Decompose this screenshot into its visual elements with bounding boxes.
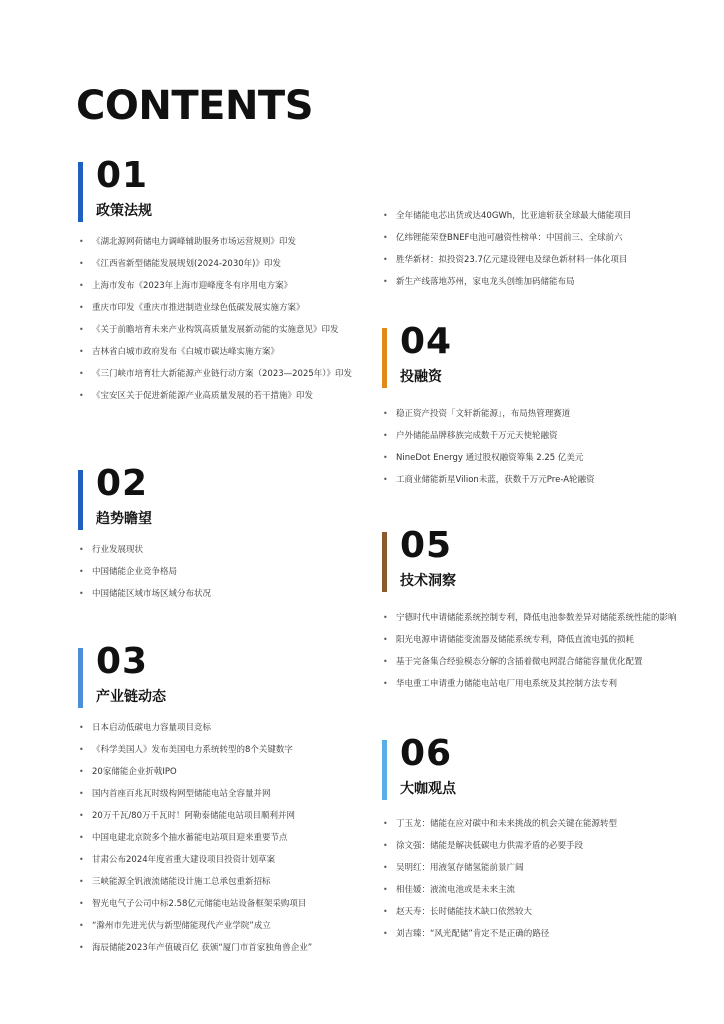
list-item[interactable]: • 三峡能源全钒液流储能设计施工总承包重新招标 [79,877,271,887]
list-item[interactable]: • 全年储能电芯出货或达40GWh，比亚迪斩获全球最大储能项目 [383,211,632,221]
section-number: 03 [96,641,149,682]
section-03-continued [382,210,687,298]
section-header [78,155,368,226]
section-title: 政策法规 [96,203,152,219]
list-item[interactable]: • 国内首座百兆瓦时级构网型储能电站全容量并网 [79,789,271,799]
list-item[interactable]: • 刘吉臻：“风光配储”肯定不是正确的路径 [383,929,550,939]
list-item[interactable]: • 稳正资产投资「文轩新能源」，布局热管理赛道 [383,409,571,419]
list-item[interactable]: • 海辰储能2023年产值破百亿 获颁“厦门市首家独角兽企业” [79,943,313,953]
list-item[interactable]: • 《三门峡市培育壮大新能源产业链行动方案（2023—2025年）》印发 [79,369,353,379]
section-accent-bar [382,740,387,800]
section-accent-bar [382,532,387,592]
contents-title: CONTENTS [76,83,314,129]
list-item[interactable]: • 中国电建北京院多个抽水蓄能电站项目迎来重要节点 [79,833,288,843]
list-item[interactable]: • 智光电气子公司中标2.58亿元储能电站设备框架采购项目 [79,899,307,909]
item-list [382,408,687,486]
list-item[interactable]: • 20万千瓦/80万千瓦时！阿勒泰储能电站项目顺利并网 [79,811,295,821]
section-06 [382,733,687,950]
list-item[interactable]: • 吴明红：用液氢存储氢能前景广阔 [383,863,524,873]
section-title: 投融资 [400,369,442,385]
list-item[interactable]: • 吉林省白城市政府发布《白城市碳达峰实施方案》 [79,347,280,357]
section-number: 01 [96,155,149,196]
section-accent-bar [78,648,83,708]
section-title: 产业链动态 [96,689,166,705]
list-item[interactable]: • 《关于前瞻培育未来产业构筑高质量发展新动能的实施意见》印发 [79,325,339,335]
list-item[interactable]: • 日本启动低碳电力容量项目竞标 [79,723,212,733]
list-item[interactable]: • 《湖北源网荷储电力调峰辅助服务市场运营规则》印发 [79,237,297,247]
section-03 [78,641,368,964]
list-item[interactable]: • 20家储能企业折戟IPO [79,767,177,777]
section-accent-bar [78,470,83,530]
list-item[interactable]: • 宁德时代申请储能系统控制专利，降低电池参数差异对储能系统性能的影响 [383,613,677,623]
item-list [78,236,368,402]
section-04 [382,321,687,496]
list-item[interactable]: • 赵天寿：长时储能技术缺口依然较大 [383,907,533,917]
section-accent-bar [382,328,387,388]
list-item[interactable]: • 重庆市印发《重庆市推进制造业绿色低碳发展实施方案》 [79,303,305,313]
list-item[interactable]: • 新生产线落地苏州，家电龙头创维加码储能布局 [383,277,575,287]
list-item[interactable]: • 徐文强：储能是解决低碳电力供需矛盾的必要手段 [383,841,584,851]
item-list [382,210,687,288]
list-item[interactable]: • 《科学美国人》发布美国电力系统转型的8个关键数字 [79,745,293,755]
section-title: 趋势瞻望 [96,511,152,527]
section-accent-bar [78,162,83,222]
item-list [78,544,368,600]
list-item[interactable]: • 《宝安区关于促进新能源产业高质量发展的若干措施》印发 [79,391,314,401]
section-header [78,641,368,712]
section-header [382,321,687,392]
list-item[interactable]: • 华电重工申请重力储能电站电厂用电系统及其控制方法专利 [383,679,618,689]
list-item[interactable]: • 亿纬锂能荣登BNEF电池可融资性榜单：中国前三、全球前六 [383,233,623,243]
list-item[interactable]: • NineDot Energy 通过股权融资筹集 2.25 亿美元 [383,453,584,463]
list-item[interactable]: • 甘肃公布2024年度省重大建设项目投资计划草案 [79,855,276,865]
list-item[interactable]: • 中国储能企业竞争格局 [79,567,178,577]
section-number: 06 [400,733,453,774]
list-item[interactable]: • “滁州市先进光伏与新型储能现代产业学院”成立 [79,921,271,931]
list-item[interactable]: • 基于完备集合经验模态分解的含插着微电网混合储能容量优化配置 [383,657,643,667]
item-list [382,818,687,940]
section-title: 技术洞察 [400,573,456,589]
section-number: 04 [400,321,453,362]
list-item[interactable]: • 上海市发布《2023年上海市迎峰度冬有序用电方案》 [79,281,293,291]
list-item[interactable]: • 阳光电源申请储能变流器及储能系统专利，降低直流电弧的损耗 [383,635,635,645]
list-item[interactable]: • 工商业储能新星Vilion未蓝，获数千万元Pre-A轮融资 [383,475,595,485]
section-number: 02 [96,463,149,504]
section-02 [78,463,368,610]
section-header [382,733,687,804]
section-header [78,463,368,534]
section-05 [382,525,687,700]
list-item[interactable]: • 相佳媛：液流电池或是未来主流 [383,885,516,895]
list-item[interactable]: • 胜华新材：拟投资23.7亿元建设锂电及绿色新材料一体化项目 [383,255,628,265]
section-header [382,525,687,596]
list-item[interactable]: • 丁玉龙：储能在应对碳中和未来挑战的机会关键在能源转型 [383,819,618,829]
list-item[interactable]: • 《江西省新型储能发展规划(2024-2030年)》印发 [79,259,281,269]
section-01 [78,155,368,412]
item-list [382,612,687,690]
list-item[interactable]: • 行业发展现状 [79,545,144,555]
section-title: 大咖观点 [400,781,456,797]
list-item[interactable]: • 户外储能品牌移族完成数千万元天使轮融资 [383,431,558,441]
item-list [78,722,368,954]
list-item[interactable]: • 中国储能区域市场区域分布状况 [79,589,212,599]
section-number: 05 [400,525,453,566]
